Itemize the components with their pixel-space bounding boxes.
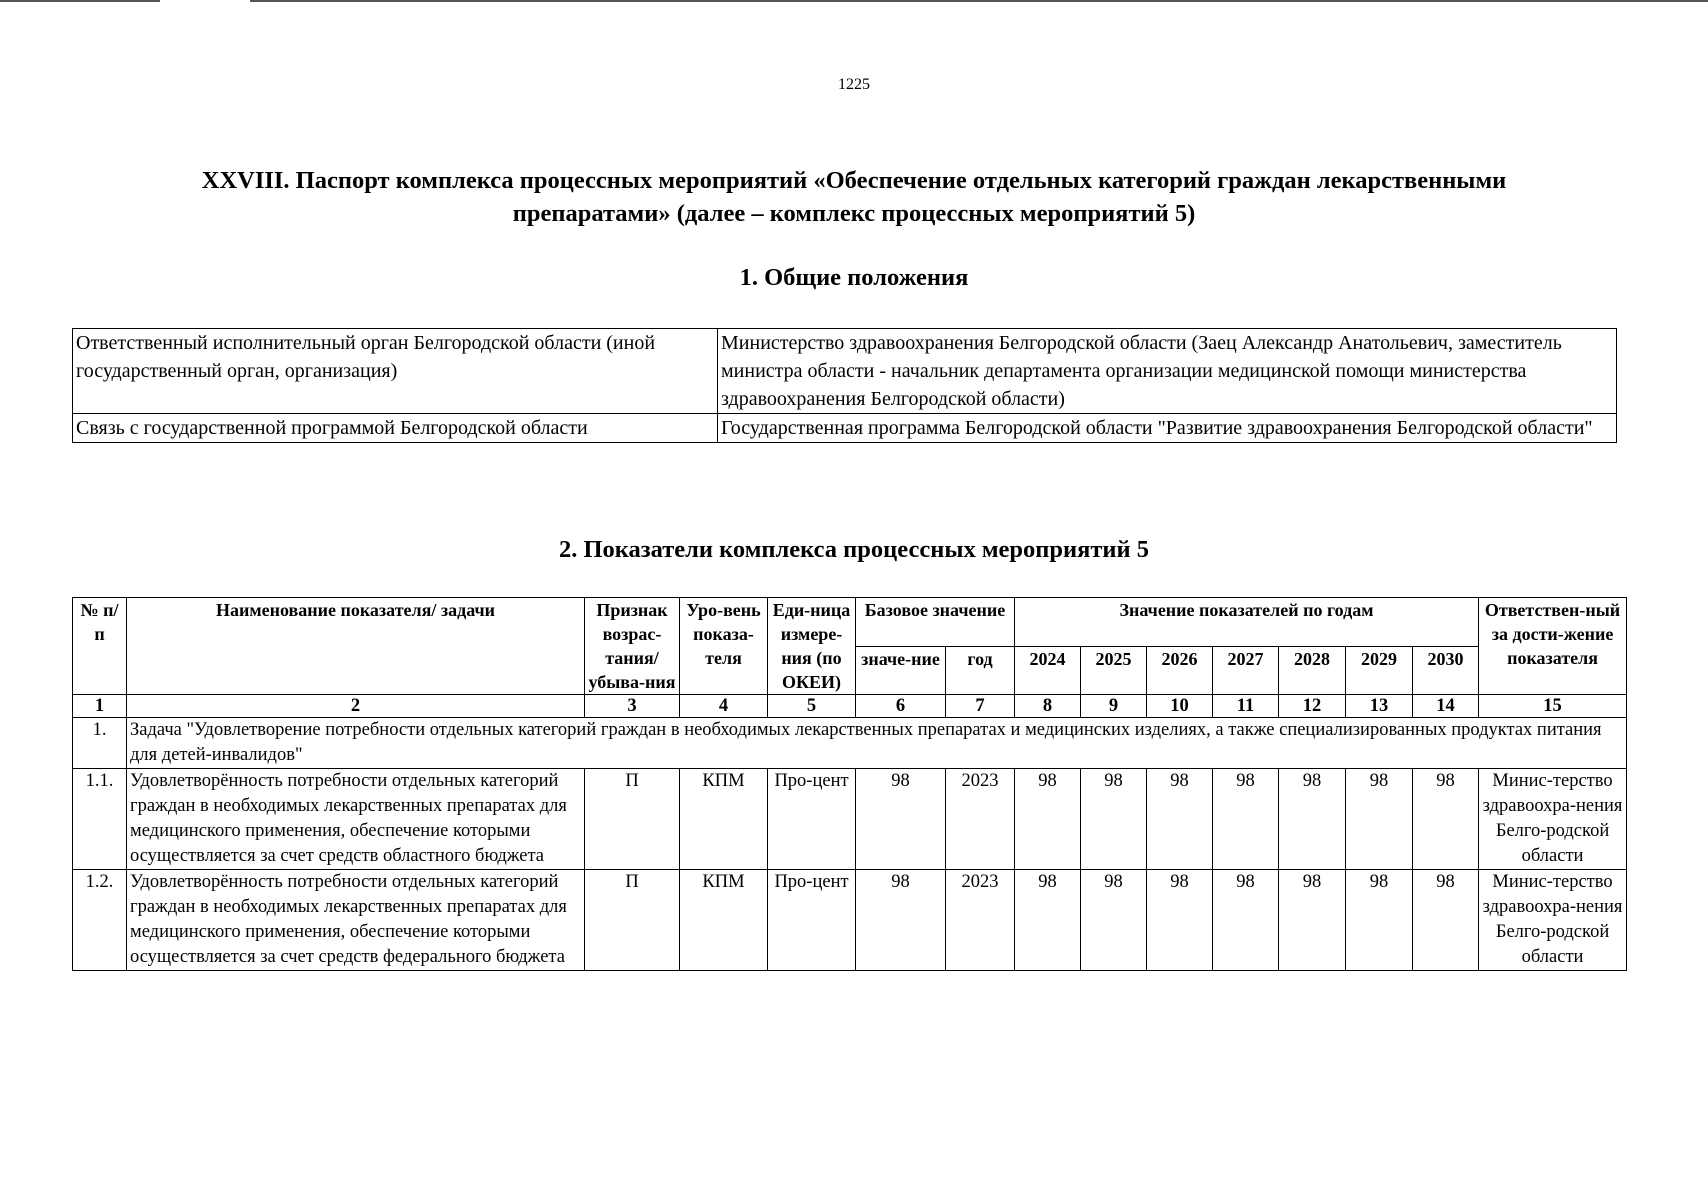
row-num: 1.2. (73, 870, 127, 971)
header-base: Базовое значение (856, 598, 1015, 647)
column-number-row (73, 695, 1627, 718)
indicator-level: КПМ (680, 769, 768, 870)
year-value: 98 (1279, 870, 1346, 971)
scan-edge-line (250, 0, 1708, 2)
indicator-name: Удовлетворённость потребности отдельных категорий граждан в необходимых лекарственных препаратах для медицинского применения, обеспечение которыми осуществляется за счет средств федерального бюджета (127, 870, 585, 971)
document-title: XXVIII. Паспорт комплекса процессных мероприятий «Обеспечение отдельных категорий граждан лекарственными препаратами» (далее – комплекс процессных мероприятий 5) (201, 167, 1507, 227)
column-number: 15 (1479, 695, 1627, 718)
base-year: 2023 (946, 870, 1015, 971)
column-number: 1 (73, 695, 127, 718)
column-number: 12 (1279, 695, 1346, 718)
header-sign: Признак возрас-тания/ убыва-ния (585, 598, 680, 695)
base-value: 98 (856, 769, 946, 870)
header-num: № п/п (73, 598, 127, 695)
task-row (73, 718, 1627, 769)
column-number: 8 (1015, 695, 1081, 718)
column-number: 11 (1213, 695, 1279, 718)
year-value: 98 (1015, 769, 1081, 870)
table-row (73, 870, 1627, 971)
year-value: 98 (1346, 870, 1413, 971)
indicators-table (72, 597, 1627, 971)
year-value: 98 (1413, 769, 1479, 870)
column-number: 3 (585, 695, 680, 718)
year-value: 98 (1346, 769, 1413, 870)
responsible-body-label: Ответственный исполнительный орган Белгородской области (иной государственный орган, организация) (73, 329, 718, 414)
column-number: 5 (768, 695, 856, 718)
header-year: 2029 (1346, 646, 1413, 695)
table-row (73, 769, 1627, 870)
column-number: 13 (1346, 695, 1413, 718)
section-2-title: 2. Показатели комплекса процессных мероприятий 5 (558, 536, 1150, 563)
header-responsible: Ответствен-ный за дости-жение показателя (1479, 598, 1627, 695)
column-number: 9 (1081, 695, 1147, 718)
column-number: 4 (680, 695, 768, 718)
header-year: 2027 (1213, 646, 1279, 695)
header-level: Уро-вень показа-теля (680, 598, 768, 695)
header-by-years: Значение показателей по годам (1015, 598, 1479, 647)
indicator-sign: П (585, 769, 680, 870)
column-number: 6 (856, 695, 946, 718)
year-value: 98 (1147, 870, 1213, 971)
responsible: Минис-терство здравоохра-нения Белго-родской области (1479, 769, 1627, 870)
header-base-value: значе-ние (856, 646, 946, 695)
program-link-label: Связь с государственной программой Белгородской области (73, 414, 718, 443)
column-number: 10 (1147, 695, 1213, 718)
year-value: 98 (1147, 769, 1213, 870)
header-year: 2030 (1413, 646, 1479, 695)
header-year: 2024 (1015, 646, 1081, 695)
base-year: 2023 (946, 769, 1015, 870)
header-base-year: год (946, 646, 1015, 695)
column-number: 2 (127, 695, 585, 718)
indicator-name: Удовлетворённость потребности отдельных категорий граждан в необходимых лекарственных препаратах для медицинского применения, обеспечение которыми осуществляется за счет средств областного бюджета (127, 769, 585, 870)
page-number: 1225 (838, 76, 870, 93)
indicator-sign: П (585, 870, 680, 971)
general-provisions-table (72, 328, 1617, 443)
year-value: 98 (1081, 870, 1147, 971)
task-text: Задача "Удовлетворение потребности отдельных категорий граждан в необходимых лекарственных препаратах и медицинских изделиях, а также специализированных продуктах питания для детей-инвалидов" (127, 718, 1627, 769)
table-row (73, 329, 1617, 414)
indicator-unit: Про-цент (768, 870, 856, 971)
indicator-level: КПМ (680, 870, 768, 971)
header-unit: Еди-ница измере-ния (по ОКЕИ) (768, 598, 856, 695)
header-year: 2025 (1081, 646, 1147, 695)
row-num: 1.1. (73, 769, 127, 870)
year-value: 98 (1081, 769, 1147, 870)
header-name: Наименование показателя/ задачи (127, 598, 585, 695)
year-value: 98 (1279, 769, 1346, 870)
year-value: 98 (1413, 870, 1479, 971)
scan-edge-line (0, 0, 160, 2)
program-link-value: Государственная программа Белгородской области "Развитие здравоохранения Белгородской области" (718, 414, 1617, 443)
task-num: 1. (73, 718, 127, 769)
responsible: Минис-терство здравоохра-нения Белго-родской области (1479, 870, 1627, 971)
column-number: 7 (946, 695, 1015, 718)
year-value: 98 (1015, 870, 1081, 971)
column-number: 14 (1413, 695, 1479, 718)
year-value: 98 (1213, 769, 1279, 870)
year-value: 98 (1213, 870, 1279, 971)
table-row (73, 414, 1617, 443)
header-row (73, 598, 1627, 647)
base-value: 98 (856, 870, 946, 971)
header-year: 2028 (1279, 646, 1346, 695)
section-1-title: 1. Общие положения (739, 264, 969, 291)
header-year: 2026 (1147, 646, 1213, 695)
responsible-body-value: Министерство здравоохранения Белгородской области (Заец Александр Анатольевич, заместитель министра области - начальник департамента организации медицинской помощи министерства здравоохранения Белгородской области) (718, 329, 1617, 414)
indicator-unit: Про-цент (768, 769, 856, 870)
